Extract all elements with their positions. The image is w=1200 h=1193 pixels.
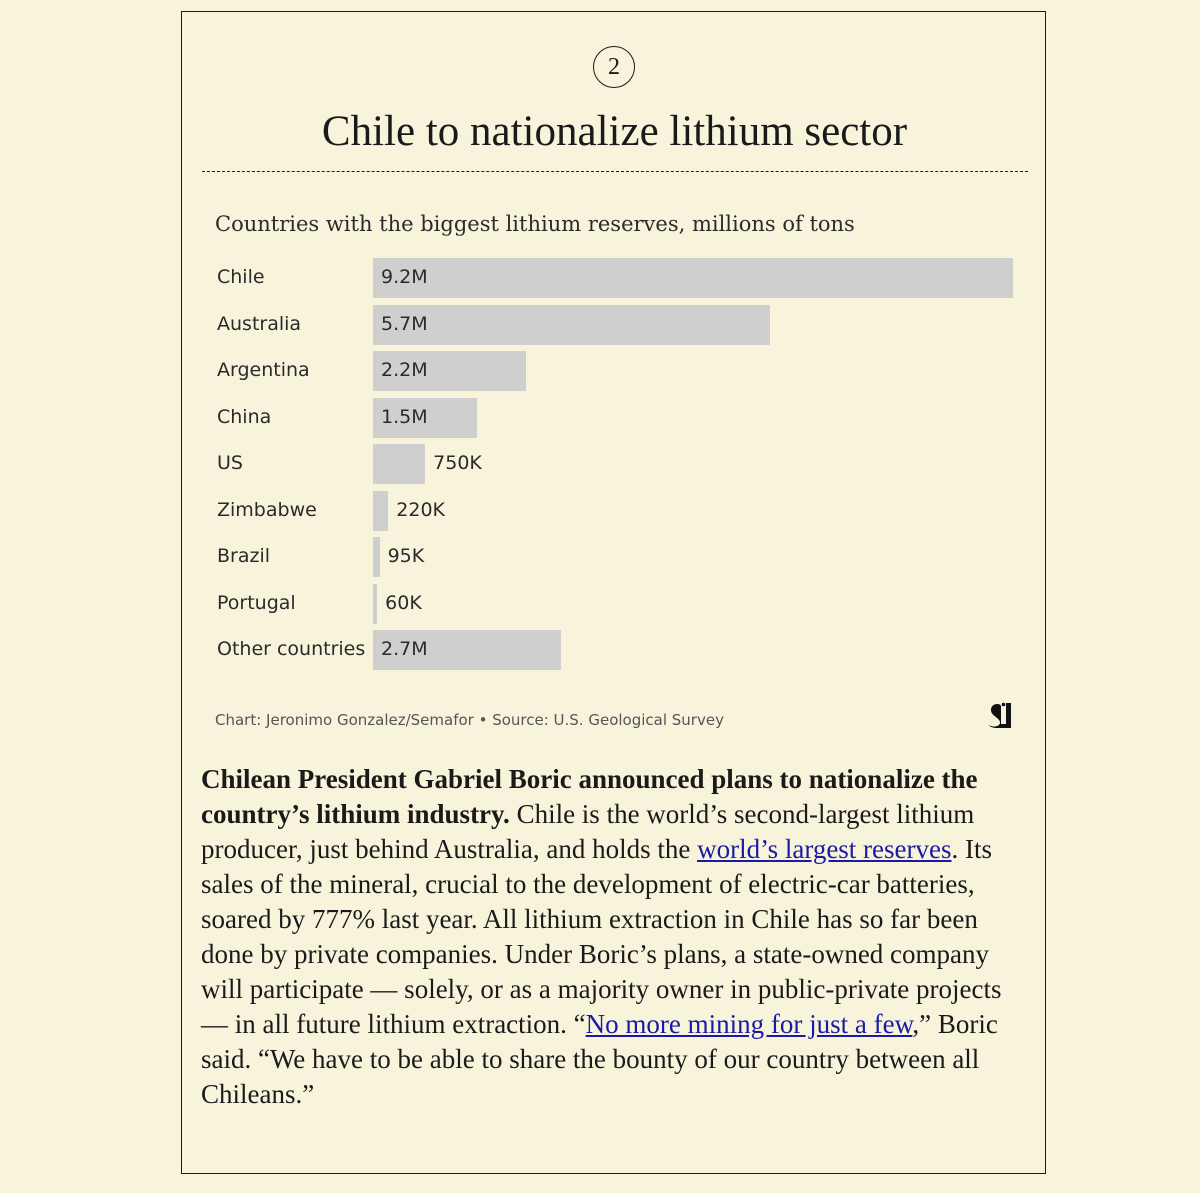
category-label-australia: Australia — [217, 312, 302, 335]
story-number-badge: 2 — [593, 46, 635, 88]
bar-zimbabwe — [373, 491, 388, 531]
bar-us — [373, 444, 425, 484]
chart-title: Countries with the biggest lithium reserves, millions of tons — [215, 212, 855, 236]
value-label-zimbabwe: 220K — [396, 498, 446, 521]
bar-chile — [373, 258, 1013, 298]
value-label-other-countries: 2.7M — [381, 638, 428, 660]
category-label-portugal: Portugal — [217, 591, 296, 614]
category-label-brazil: Brazil — [217, 545, 271, 567]
value-label-china: 1.5M — [381, 405, 428, 428]
category-label-zimbabwe: Zimbabwe — [217, 498, 317, 521]
value-label-portugal: 60K — [385, 591, 422, 614]
story-headline: Chile to nationalize lithium sector — [321, 108, 908, 155]
category-label-other-countries: Other countries — [217, 638, 366, 660]
chart-source: Chart: Jeronimo Gonzalez/Semafor • Source: U.S. Geological Survey — [215, 711, 724, 729]
story-text-2: . Its sales of the mineral, crucial to the development of electric-car batteries, soared by 777% last year. All lithium extraction in Chile has so far been done by private companies. Under Boric’s plans, a state-owned company will participate — solely, or as a majority owner in public-private projects — in all future lithium extraction. “ — [201, 834, 1002, 1039]
value-label-chile: 9.2M — [381, 266, 428, 288]
story-text-3: ,” Boric said. “We have to be able to share the bounty of our country between all Chileans.” — [201, 1009, 998, 1109]
no-more-mining-link[interactable]: No more mining for just a few — [585, 1009, 913, 1039]
category-label-argentina: Argentina — [217, 359, 310, 381]
category-label-chile: Chile — [217, 266, 265, 288]
category-label-us: US — [217, 452, 243, 474]
bar-portugal — [373, 584, 377, 624]
story-body — [201, 762, 1033, 1112]
story-lead: Chilean President Gabriel Boric announced plans to nationalize the country’s lithium industry. — [201, 764, 978, 829]
value-label-argentina: 2.2M — [381, 359, 428, 381]
semafor-logo-icon — [985, 700, 1015, 730]
bar-brazil — [373, 537, 380, 577]
story-text-1: Chile is the world’s second-largest lithium producer, just behind Australia, and holds the — [201, 799, 975, 864]
bar-australia — [373, 305, 770, 345]
lithium-reserves-chart — [182, 12, 1047, 712]
category-label-china: China — [217, 405, 272, 428]
story-card — [181, 11, 1046, 1174]
value-label-us: 750K — [433, 452, 482, 474]
value-label-australia: 5.7M — [381, 312, 428, 335]
world-largest-reserves-link[interactable]: world’s largest reserves — [697, 834, 952, 864]
value-label-brazil: 95K — [387, 545, 425, 567]
